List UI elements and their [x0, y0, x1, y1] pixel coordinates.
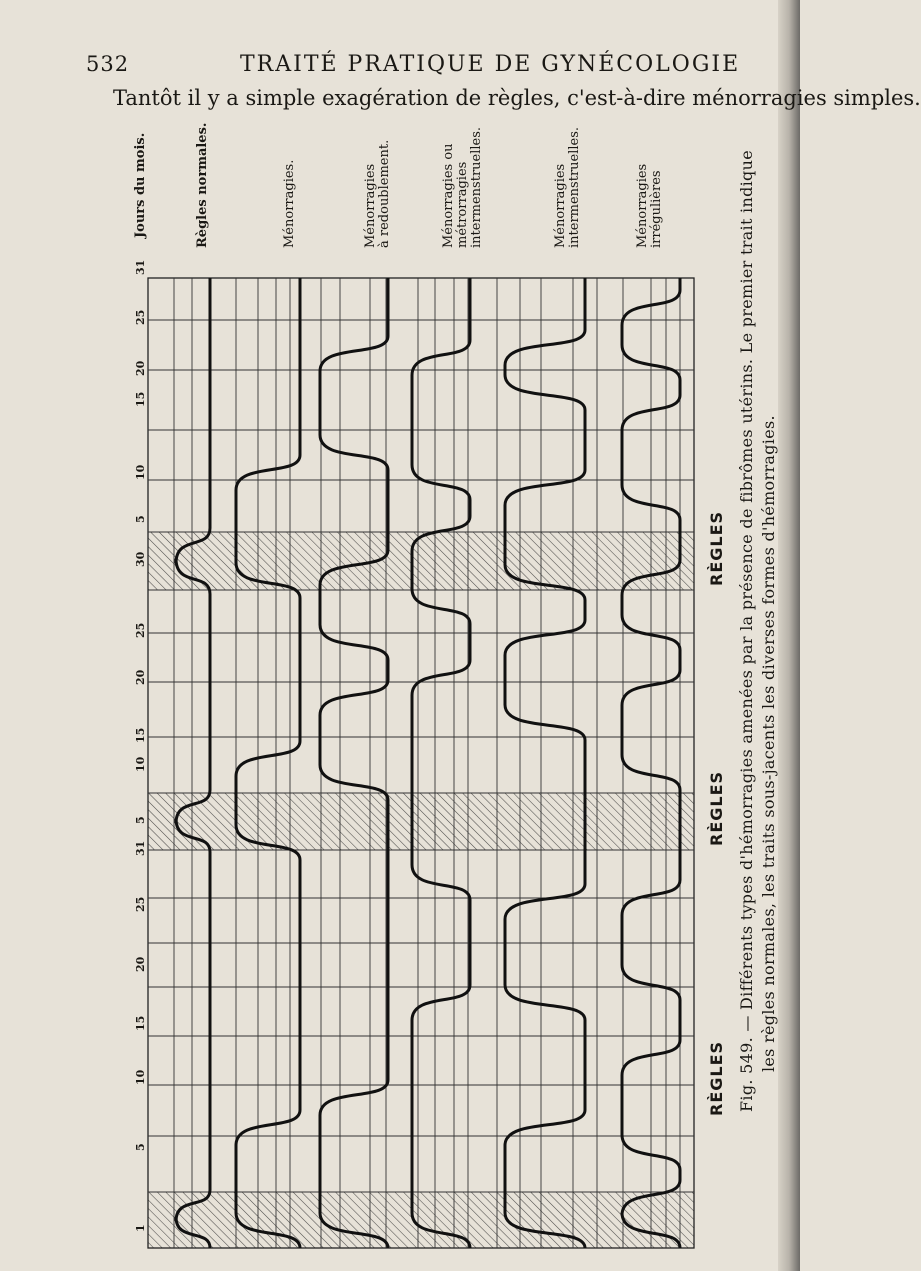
day-tick-label: 5	[134, 515, 147, 523]
regles-label: RÈGLES	[707, 1040, 726, 1116]
day-tick-label: 20	[134, 360, 147, 376]
day-tick-label: 31	[134, 840, 147, 856]
day-tick-label: 31	[134, 259, 147, 275]
day-tick-label: 30	[134, 551, 147, 567]
curve-metrorragies	[412, 278, 470, 1248]
period-band	[148, 793, 694, 850]
day-tick-label: 15	[134, 727, 147, 743]
axis-title: Jours du mois.	[133, 132, 148, 238]
column-header-line: à redoublement.	[377, 139, 392, 248]
column-header	[196, 123, 210, 248]
column-header	[554, 127, 582, 248]
curve-regles-normales	[176, 278, 210, 1248]
chart-frame	[148, 278, 694, 1248]
regles-label: RÈGLES	[707, 770, 726, 846]
column-header-line: intermenstruelles.	[567, 126, 582, 248]
day-tick-label: 5	[134, 1143, 147, 1151]
day-tick-label: 15	[134, 1015, 147, 1031]
day-tick-label: 10	[134, 464, 147, 480]
column-header	[364, 140, 392, 248]
day-tick-label: 10	[134, 756, 147, 772]
figure-caption	[736, 150, 780, 1112]
column-header-line: irrégulières	[649, 170, 664, 248]
day-tick-label: 25	[134, 896, 147, 912]
column-header-line: Ménorragies	[635, 163, 650, 248]
day-tick-label: 10	[134, 1069, 147, 1085]
day-tick-label: 20	[134, 669, 147, 685]
column-header	[442, 127, 484, 248]
day-tick-label: 20	[134, 956, 147, 972]
column-header-line: Ménorragies.	[282, 159, 297, 248]
day-tick-label: 15	[134, 391, 147, 407]
day-tick-label: 25	[134, 622, 147, 638]
column-header-line: Règles normales.	[195, 122, 210, 248]
curve-menorragies-redoublement	[320, 278, 388, 1248]
period-band	[148, 532, 694, 590]
running-head: TRAITÉ PRATIQUE DE GYNÉCOLOGIE	[240, 52, 741, 77]
day-tick-label: 1	[134, 1224, 147, 1232]
column-header-line: métrorragies	[455, 161, 470, 248]
regles-label: RÈGLES	[707, 510, 726, 586]
day-tick-label: 25	[134, 309, 147, 325]
day-tick-label: 5	[134, 816, 147, 824]
page-number: 532	[86, 52, 130, 76]
column-header	[636, 164, 664, 248]
column-header-line: Ménorragies	[553, 163, 568, 248]
column-header-line: Ménorragies	[363, 163, 378, 248]
lead-paragraph: Tantôt il y a simple exagération de règles, c'est-à-dire ménorragies simples.	[113, 86, 921, 110]
caption-line-2: les règles normales, les traits sous-jacents les diverses formes d'hémorragies.	[759, 415, 778, 1072]
column-header-line: intermenstruelles.	[469, 126, 484, 248]
column-header-line: Ménorragies ou	[441, 143, 456, 248]
caption-line-1: Fig. 549. — Différents types d'hémorragies amenées par la présence de fibrômes utérins. Le premier trait indique	[737, 150, 756, 1112]
period-band	[148, 1192, 694, 1248]
column-header	[283, 160, 297, 248]
